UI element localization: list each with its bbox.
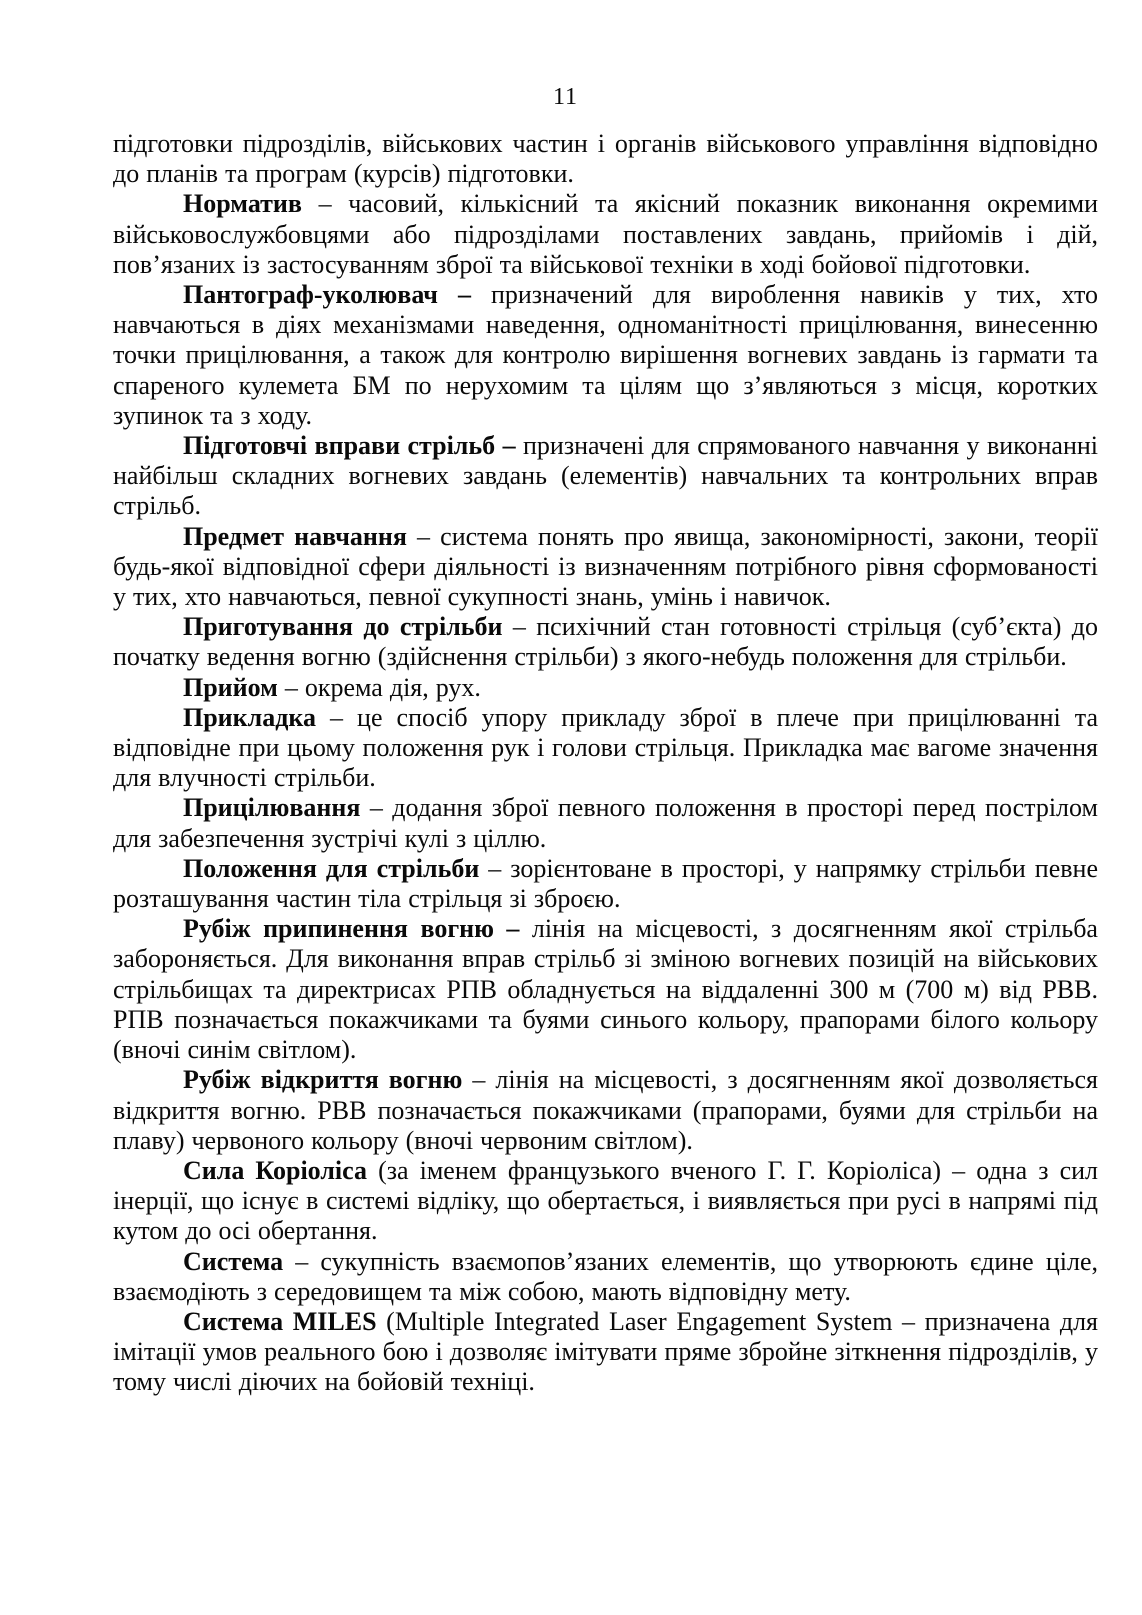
term-label: Прикладка — [183, 702, 316, 732]
term-label: Система MILES — [183, 1306, 377, 1336]
term-label: Підготовчі вправи стрільб – — [183, 431, 516, 461]
definition-paragraph-rubizh-prypynennia — [113, 914, 1098, 1065]
definition-paragraph-pidhotovchi-vpravy — [113, 431, 1098, 522]
definition-paragraph-pryiom — [113, 673, 1098, 703]
term-label: Система — [183, 1246, 284, 1276]
paragraph-text: – часовий, кількісний та якісний показник виконання окремими військовослужбовцями або підрозділами поставлених завдань, прийомів і дій, пов’язаних із застосуванням зброї та військової техніки в ході бойової підготовки. — [113, 189, 1098, 279]
term-label: Сила Коріоліса — [183, 1155, 367, 1185]
paragraph-text: – психічний стан готовності стрільця (суб’єкта) до початку ведення вогню (здійснення стрільби) з якого-небудь положення для стрільби. — [113, 612, 1098, 672]
paragraph-continuation — [113, 129, 1098, 189]
definition-paragraph-pryhotuvannia — [113, 612, 1098, 672]
definition-paragraph-prytsiliuvannia — [113, 793, 1098, 853]
term-label: Рубіж припинення вогню – — [183, 914, 520, 944]
term-label: Положення для стрільби — [183, 853, 480, 883]
definition-paragraph-rubizh-vidkryttia — [113, 1065, 1098, 1156]
paragraph-text: – це спосіб упору прикладу зброї в плече при прицілюванні та відповідне при цьому положення рук і голови стрільця. Прикладка має вагоме значення для влучності стрільби. — [113, 702, 1098, 793]
definition-paragraph-systema — [113, 1247, 1098, 1307]
term-label: Рубіж відкриття вогню — [183, 1065, 463, 1095]
definition-paragraph-polozhennia — [113, 854, 1098, 914]
paragraph-text: – зорієнтоване в просторі, у напрямку стрільби певне розташування частин тіла стрільця зі зброєю. — [113, 853, 1098, 914]
paragraph-text: – сукупність взаємопов’язаних елементів, що утворюють єдине ціле, взаємодіють з середовищем та між собою, мають відповідну мету. — [113, 1246, 1098, 1306]
definition-paragraph-prykladka — [113, 703, 1098, 794]
definition-paragraph-predmet-navchannia — [113, 522, 1098, 613]
paragraph-text: (за іменем французького вченого Г. Г. Коріоліса) – одна з сил інерції, що існує в системі відліку, що обертається, і виявляється при русі в напрямі під кутом до осі обертання. — [113, 1155, 1098, 1246]
term-label: Норматив — [183, 189, 302, 219]
term-label: Прийом — [183, 672, 278, 702]
paragraph-text: – лінія на місцевості, з досягненням якої дозволяється відкриття вогню. РВВ позначається покажчиками (прапорами, буями для стрільби на плаву) червоного кольору (вночі червоним світлом). — [113, 1065, 1098, 1155]
paragraph-text: підготовки підрозділів, військових частин і органів військового управління відповідно до планів та програм (курсів) підготовки. — [113, 129, 1098, 189]
term-label: Пантограф-уколювач – — [183, 280, 471, 310]
paragraph-text: – додання зброї певного положення в просторі перед пострілом для забезпечення зустрічі кулі з ціллю. — [113, 793, 1098, 853]
paragraph-text: лінія на місцевості, з досягненням якої стрільба забороняється. Для виконання вправ стрільб зі зміною вогневих позицій на військових стрільбищах та директрисах РПВ обладнується на віддаленні 300 м (700 м) від РВВ. РПВ позначається покажчиками та буями синього кольору, прапорами білого кольору (вночі синім світлом). — [113, 914, 1098, 1065]
definition-paragraph-systema-miles — [113, 1307, 1098, 1398]
term-label: Прицілювання — [183, 793, 361, 823]
definition-paragraph-pantohraf — [113, 280, 1098, 431]
page-number: 11 — [552, 84, 579, 110]
paragraph-text: – окрема дія, рух. — [277, 672, 481, 702]
paragraph-text: призначені для спрямованого навчання у виконанні найбільш складних вогневих завдань (елементів) навчальних та контрольних вправ стрільб. — [113, 431, 1098, 521]
definition-paragraph-syla-koriolisa — [113, 1156, 1098, 1247]
paragraph-text: (Multiple Integrated Laser Engagement System – призначена для імітації умов реального бою і дозволяє імітувати пряме збройне зіткнення підрозділів, у тому числі діючих на бойовій техніці. — [113, 1306, 1099, 1397]
term-label: Приготування до стрільби — [183, 612, 503, 642]
definition-paragraph-normatyv — [113, 189, 1098, 280]
page-content — [113, 129, 1098, 1398]
paragraph-text: – система понять про явища, закономірності, закони, теорії будь-якої відповідної сфери діяльності із визначенням потрібного рівня сформованості у тих, хто навчаються, певної сукупності знань, умінь і навичок. — [113, 521, 1098, 612]
paragraph-text: призначений для вироблення навиків у тих, хто навчаються в діях механізмами наведення, одноманітності прицілювання, винесенню точки прицілювання, а також для контролю вирішення вогневих завдань із гармати та спареного кулемета БМ по нерухомим та цілям що з’являються з місця, коротких зупинок та з ходу. — [113, 280, 1098, 430]
term-label: Предмет навчання — [183, 521, 407, 551]
